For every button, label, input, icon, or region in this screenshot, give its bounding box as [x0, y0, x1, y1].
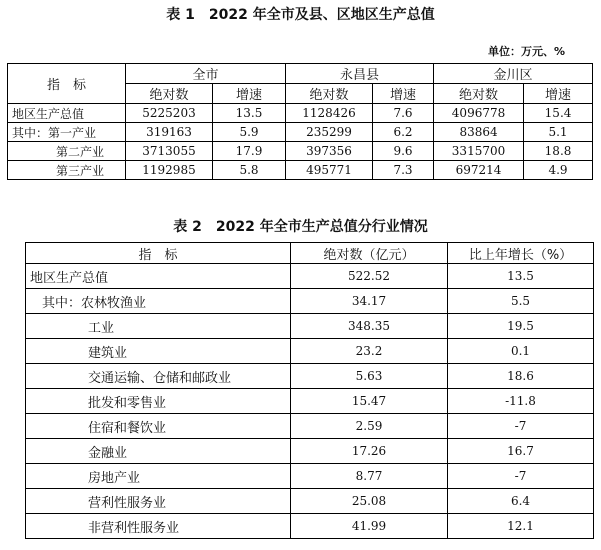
- row-label: 其中：农林牧渔业: [26, 289, 291, 314]
- header-indicator: 指 标: [26, 243, 291, 264]
- row-label: 地区生产总值: [8, 104, 126, 123]
- header-growth: 比上年增长（%）: [448, 243, 594, 264]
- table-row: [26, 364, 594, 389]
- cell-value: 5.8: [213, 161, 286, 180]
- cell-growth: 5.5: [448, 289, 594, 314]
- table1-corner-header: 指 标: [8, 64, 126, 104]
- table-row: [8, 104, 593, 123]
- table-row: [26, 439, 594, 464]
- cell-value: 697214: [434, 161, 524, 180]
- cell-value: 319163: [126, 123, 213, 142]
- row-label: 交通运输、仓储和邮政业: [26, 364, 291, 389]
- table2-title: 表 2 2022 年全市生产总值分行业情况: [173, 219, 428, 235]
- group-header-yongchang: 永昌县: [286, 64, 434, 84]
- row-label: 金融业: [26, 439, 291, 464]
- cell-value: 5.9: [213, 123, 286, 142]
- header-absolute: 绝对数（亿元）: [291, 243, 448, 264]
- cell-value: 495771: [286, 161, 373, 180]
- row-label: 工业: [26, 314, 291, 339]
- cell-value: 41.99: [291, 514, 448, 539]
- gdp-by-industry-table: [25, 242, 594, 539]
- table1-title: 表 1 2022 年全市及县、区地区生产总值: [166, 7, 435, 23]
- cell-value: 522.52: [291, 264, 448, 289]
- cell-value: 5.63: [291, 364, 448, 389]
- cell-value: 15.4: [524, 104, 593, 123]
- cell-growth: -7: [448, 464, 594, 489]
- cell-value: 34.17: [291, 289, 448, 314]
- cell-value: 7.6: [373, 104, 434, 123]
- cell-value: 3713055: [126, 142, 213, 161]
- cell-growth: -11.8: [448, 389, 594, 414]
- cell-value: 17.26: [291, 439, 448, 464]
- cell-value: 18.8: [524, 142, 593, 161]
- cell-value: 7.3: [373, 161, 434, 180]
- row-label: 非营利性服务业: [26, 514, 291, 539]
- group-header-jinchuan: 金川区: [434, 64, 593, 84]
- table2-header-row: [26, 243, 594, 264]
- cell-growth: 6.4: [448, 489, 594, 514]
- cell-value: 9.6: [373, 142, 434, 161]
- row-label: 营利性服务业: [26, 489, 291, 514]
- table-row: [8, 161, 593, 180]
- cell-value: 15.47: [291, 389, 448, 414]
- subheader-absolute: 绝对数: [126, 84, 213, 104]
- cell-value: 8.77: [291, 464, 448, 489]
- cell-growth: 18.6: [448, 364, 594, 389]
- table-row: [26, 264, 594, 289]
- cell-value: 1192985: [126, 161, 213, 180]
- subheader-growth: 增速: [373, 84, 434, 104]
- group-header-city: 全市: [126, 64, 286, 84]
- cell-value: 13.5: [213, 104, 286, 123]
- cell-value: 83864: [434, 123, 524, 142]
- table-row: [26, 414, 594, 439]
- table-row: [26, 289, 594, 314]
- row-label: 房地产业: [26, 464, 291, 489]
- table-row: [26, 389, 594, 414]
- cell-growth: 16.7: [448, 439, 594, 464]
- cell-value: 23.2: [291, 339, 448, 364]
- subheader-growth: 增速: [213, 84, 286, 104]
- table-row: [8, 142, 593, 161]
- cell-value: 1128426: [286, 104, 373, 123]
- table-row: [26, 489, 594, 514]
- cell-growth: 0.1: [448, 339, 594, 364]
- cell-growth: 12.1: [448, 514, 594, 539]
- table1-group-header-row: [8, 64, 593, 84]
- cell-value: 348.35: [291, 314, 448, 339]
- table1-unit-note: 单位：万元、%: [487, 45, 565, 58]
- cell-value: 397356: [286, 142, 373, 161]
- cell-value: 17.9: [213, 142, 286, 161]
- gdp-by-county-table: [7, 63, 593, 180]
- cell-value: 4096778: [434, 104, 524, 123]
- cell-value: 235299: [286, 123, 373, 142]
- row-label: 第二产业: [8, 142, 126, 161]
- row-label: 批发和零售业: [26, 389, 291, 414]
- row-label: 其中：第一产业: [8, 123, 126, 142]
- table-row: [26, 314, 594, 339]
- row-label: 地区生产总值: [26, 264, 291, 289]
- cell-value: 2.59: [291, 414, 448, 439]
- cell-growth: 19.5: [448, 314, 594, 339]
- table-row: [8, 123, 593, 142]
- subheader-absolute: 绝对数: [434, 84, 524, 104]
- row-label: 第三产业: [8, 161, 126, 180]
- cell-growth: 13.5: [448, 264, 594, 289]
- cell-value: 5225203: [126, 104, 213, 123]
- cell-value: 6.2: [373, 123, 434, 142]
- row-label: 建筑业: [26, 339, 291, 364]
- subheader-absolute: 绝对数: [286, 84, 373, 104]
- table-row: [26, 514, 594, 539]
- subheader-growth: 增速: [524, 84, 593, 104]
- cell-growth: -7: [448, 414, 594, 439]
- cell-value: 5.1: [524, 123, 593, 142]
- cell-value: 3315700: [434, 142, 524, 161]
- row-label: 住宿和餐饮业: [26, 414, 291, 439]
- cell-value: 4.9: [524, 161, 593, 180]
- cell-value: 25.08: [291, 489, 448, 514]
- table-row: [26, 339, 594, 364]
- table-row: [26, 464, 594, 489]
